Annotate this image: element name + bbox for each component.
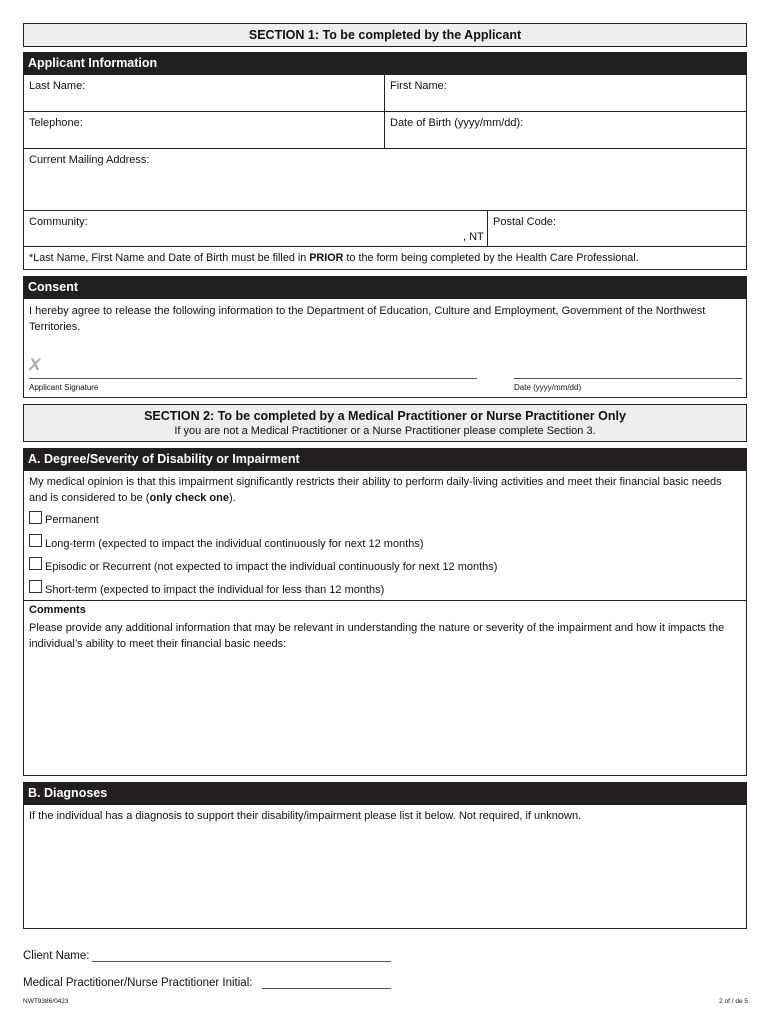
address-input[interactable] [29, 170, 739, 206]
last-name-input[interactable] [29, 95, 379, 109]
telephone-input[interactable] [29, 132, 379, 146]
section1-title: SECTION 1: To be completed by the Applicant [23, 23, 747, 47]
telephone-label: Telephone: [29, 117, 83, 129]
short-term-label: Short-term (expected to impact the individual for less than 12 months) [45, 584, 385, 596]
date-label: Date (yyyy/mm/dd) [514, 383, 582, 392]
divider [487, 210, 488, 247]
divider [23, 111, 747, 112]
consent-text: I hereby agree to release the following information to the Department of Education, Culture and Employment, Government of the Northwest Territories. [29, 305, 706, 333]
initial-line[interactable] [262, 988, 391, 989]
prior-note: *Last Name, First Name and Date of Birth must be filled in PRIOR to the form being completed by the Health Care Professional. [29, 252, 639, 264]
signature-x-mark: X [29, 355, 41, 374]
last-name-label: Last Name: [29, 80, 86, 92]
dob-input[interactable] [390, 132, 740, 146]
applicant-info-header: Applicant Information [23, 52, 747, 75]
signature-line[interactable] [29, 378, 477, 379]
long-term-label: Long-term (expected to impact the individual continuously for next 12 months) [45, 538, 424, 550]
divider [23, 246, 747, 247]
client-name-line[interactable] [92, 961, 391, 962]
section2-title: SECTION 2: To be completed by a Medical Practitioner or Nurse Practitioner Only [144, 409, 626, 423]
divider [23, 148, 747, 149]
comments-text: Please provide any additional information that may be relevant in understanding the nature or severity of the impairment and how it impacts the individual’s ability to meet their financial basic needs: [29, 622, 725, 650]
consent-header: Consent [23, 276, 747, 299]
diagnoses-text: If the individual has a diagnosis to support their disability/impairment please list it below. Not required, if unknown. [29, 810, 582, 822]
comments-input[interactable] [29, 656, 741, 770]
degree-text: My medical opinion is that this impairment significantly restricts their ability to perform daily-living activities and meet their financial basic needs and is considered to be (only check one). [29, 476, 722, 504]
signature-label: Applicant Signature [29, 383, 99, 392]
page-number: 2 of / de 5 [719, 998, 748, 1005]
comments-title: Comments [29, 604, 86, 616]
long-term-checkbox[interactable] [29, 534, 42, 547]
postal-code-input[interactable] [493, 231, 738, 245]
diagnoses-input[interactable] [29, 828, 741, 924]
form-code: NWT9386/0423 [23, 998, 69, 1005]
initial-label: Medical Practitioner/Nurse Practitioner Initial: [23, 977, 253, 989]
short-term-checkbox[interactable] [29, 580, 42, 593]
permanent-label: Permanent [45, 514, 99, 526]
community-label: Community: [29, 216, 88, 228]
diagnoses-header: B. Diagnoses [23, 782, 747, 805]
community-input[interactable] [100, 216, 460, 230]
first-name-input[interactable] [390, 95, 740, 109]
dob-label: Date of Birth (yyyy/mm/dd): [390, 117, 524, 129]
address-label: Current Mailing Address: [29, 154, 150, 166]
divider [23, 210, 747, 211]
divider [23, 600, 747, 601]
community-suffix: , NT [463, 231, 484, 243]
section2-title-box [23, 404, 747, 442]
postal-code-label: Postal Code: [493, 216, 556, 228]
date-line[interactable] [514, 378, 742, 379]
client-name-label: Client Name: [23, 950, 90, 962]
permanent-checkbox[interactable] [29, 511, 42, 524]
episodic-label: Episodic or Recurrent (not expected to impact the individual continuously for next 12 months) [45, 561, 498, 573]
section2-subtitle: If you are not a Medical Practitioner or a Nurse Practitioner please complete Section 3. [174, 425, 596, 437]
episodic-checkbox[interactable] [29, 557, 42, 570]
first-name-label: First Name: [390, 80, 447, 92]
divider [384, 75, 385, 149]
degree-header: A. Degree/Severity of Disability or Impairment [23, 448, 747, 471]
